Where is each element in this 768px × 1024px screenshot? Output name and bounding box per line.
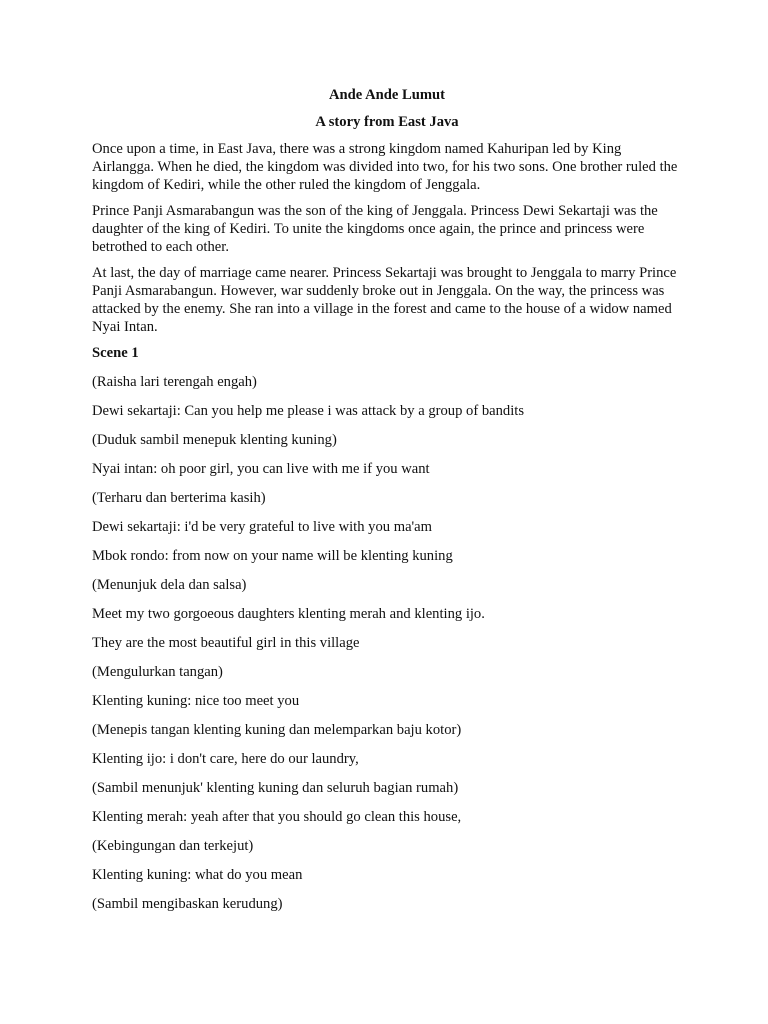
script-line: (Raisha lari terengah engah) xyxy=(92,374,257,390)
paragraph-intro: Once upon a time, in East Java, there was a strong kingdom named Kahuripan led by King Airlangga. When he died, the kingdom was divided into two, for his two sons. One brother ruled the kingdom of Kediri, while the other ruled the kingdom of Jenggala. xyxy=(92,141,678,193)
script-line: Mbok rondo: from now on your name will be klenting kuning xyxy=(92,548,453,564)
script-line: (Sambil menunjuk' klenting kuning dan seluruh bagian rumah) xyxy=(92,780,459,796)
script-line: (Menepis tangan klenting kuning dan melemparkan baju kotor) xyxy=(92,722,462,738)
paragraph-war: At last, the day of marriage came nearer. Princess Sekartaji was brought to Jenggala to marry Prince Panji Asmarabangun. However, war suddenly broke out in Jenggala. On the way, the princess was attacked by the enemy. She ran into a village in the forest and came to the house of a widow named Nyai Intan. xyxy=(92,265,677,335)
document-title: Ande Ande Lumut xyxy=(329,87,445,103)
script-line: Klenting kuning: nice too meet you xyxy=(92,693,300,709)
script-line: (Menunjuk dela dan salsa) xyxy=(92,577,247,593)
script-line: Dewi sekartaji: Can you help me please i was attack by a group of bandits xyxy=(92,403,525,419)
script-line: (Duduk sambil menepuk klenting kuning) xyxy=(92,432,337,448)
script-line: Nyai intan: oh poor girl, you can live with me if you want xyxy=(92,461,430,477)
document-page xyxy=(92,86,682,924)
script-line: (Terharu dan berterima kasih) xyxy=(92,490,266,506)
script-line: They are the most beautiful girl in this village xyxy=(92,635,360,651)
script-line: (Sambil mengibaskan kerudung) xyxy=(92,896,283,912)
script-line: Klenting ijo: i don't care, here do our laundry, xyxy=(92,751,359,767)
scene-heading: Scene 1 xyxy=(92,345,139,361)
paragraph-betrothal: Prince Panji Asmarabangun was the son of the king of Jenggala. Princess Dewi Sekartaji was the daughter of the king of Kediri. To unite the kingdoms once again, the prince and princess were betrothed to each other. xyxy=(92,203,658,255)
document-subtitle: A story from East Java xyxy=(315,114,459,130)
script-line: Dewi sekartaji: i'd be very grateful to live with you ma'am xyxy=(92,519,433,535)
script-line: (Kebingungan dan terkejut) xyxy=(92,838,254,854)
script-line: Meet my two gorgoeous daughters klenting merah and klenting ijo. xyxy=(92,606,485,622)
script-line: Klenting kuning: what do you mean xyxy=(92,867,303,883)
script-line: (Mengulurkan tangan) xyxy=(92,664,223,680)
script-line: Klenting merah: yeah after that you should go clean this house, xyxy=(92,809,462,825)
